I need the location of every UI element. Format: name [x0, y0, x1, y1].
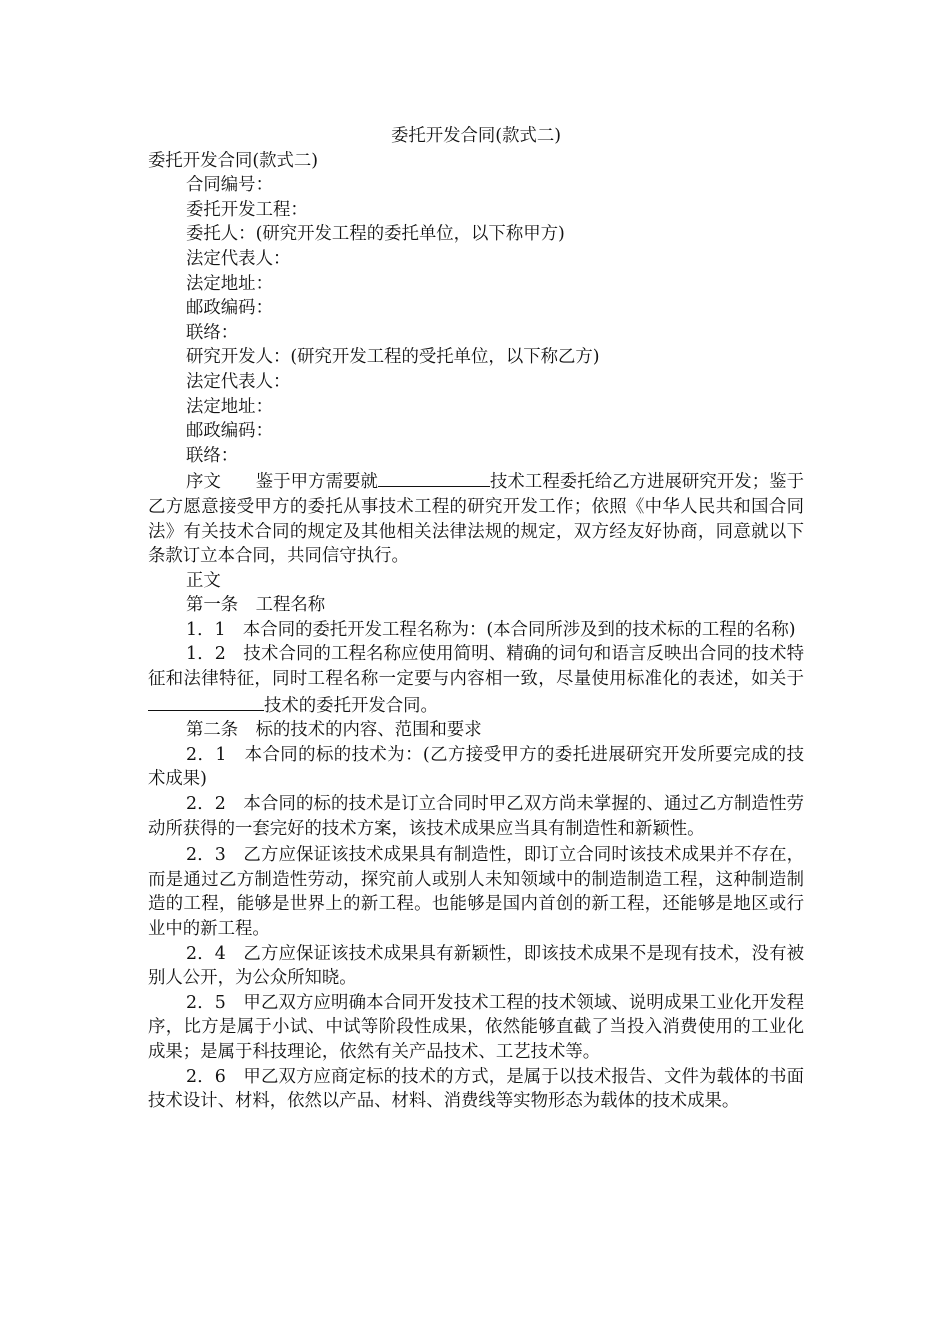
clause-1-2: [148, 642, 804, 718]
preamble-paragraph: [148, 468, 804, 568]
blank-line: [148, 692, 264, 711]
article-2-heading: 第二条 标的技术的内容、范围和要求: [186, 720, 482, 741]
body-label: 正文: [186, 570, 221, 591]
preamble-text-end: 技术工程委托给乙方进展研究开发；鉴于乙方愿意接受甲方的委托从事技术工程的研究开发工作；依照《中华人民共和国合同法》有关技术合同的规定及其他相关法律法规的规定，双方经友好协商，同意就以下条款订立本合同，共同信守执行。: [148, 472, 804, 567]
field-developer-contact: 联络：: [186, 445, 239, 466]
field-client-contact: 联络：: [186, 322, 239, 343]
document-body: [148, 124, 804, 1114]
field-client-postcode: 邮政编码：: [186, 298, 273, 319]
page-title: 委托开发合同(款式二): [390, 126, 562, 146]
field-client-address: 法定地址：: [186, 273, 273, 294]
field-developer-representative: 法定代表人：: [186, 371, 291, 392]
clause-1-2-text-start: 1．2 技术合同的工程名称应使用简明、精确的词句和语言反映出合同的技术特征和法律特征，同时工程名称一定要与内容相一致，尽量使用标准化的表述，如关于: [148, 644, 804, 690]
clause-2-6: 2．6 甲乙双方应商定标的技术的方式，是属于以技术报告、文件为载体的书面技术设计、材料，依然以产品、材料、消费线等实物形态为载体的技术成果。: [148, 1066, 804, 1112]
clause-2-1: 2．1 本合同的标的技术为：(乙方接受甲方的委托进展研究开发所要完成的技术成果): [148, 744, 804, 790]
clause-2-4: 2．4 乙方应保证该技术成果具有新颖性，即该技术成果不是现有技术，没有被别人公开，为公众所知晓。: [148, 943, 804, 989]
field-contract-number: 合同编号：: [186, 175, 273, 196]
article-1-heading: 第一条 工程名称: [186, 595, 326, 616]
field-client-representative: 法定代表人：: [186, 248, 291, 269]
document-subtitle: 委托开发合同(款式二): [148, 150, 319, 171]
clause-2-3: 2．3 乙方应保证该技术成果具有制造性，即订立合同时该技术成果并不存在，而是通过乙方制造性劳动，探究前人或别人未知领域中的制造制造工程，这种制造制造的工程，能够是世界上的新工程。也能够是国内首创的新工程，还能够是地区或行业中的新工程。: [148, 845, 804, 939]
field-developer-postcode: 邮政编码：: [186, 421, 273, 442]
blank-line: [378, 468, 490, 487]
field-project: 委托开发工程：: [186, 199, 308, 220]
field-developer-address: 法定地址：: [186, 396, 273, 417]
clause-1-2-text-end: 技术的委托开发合同。: [264, 695, 438, 716]
clause-1-1: 1．1 本合同的委托开发工程名称为：(本合同所涉及到的技术标的工程的名称): [186, 619, 796, 640]
clause-2-5: 2．5 甲乙双方应明确本合同开发技术工程的技术领域、说明成果工业化开发程序，比方是属于小试、中试等阶段性成果，依然能够直截了当投入消费使用的工业化成果；是属于科技理论，依然有关产品技术、工艺技术等。: [148, 992, 804, 1062]
preamble-text-start: 序文 鉴于甲方需要就: [186, 472, 378, 493]
field-developer: 研究开发人：(研究开发工程的受托单位，以下称乙方): [186, 347, 600, 368]
field-client: 委托人：(研究开发工程的委托单位，以下称甲方): [186, 224, 565, 245]
clause-2-2: 2．2 本合同的标的技术是订立合同时甲乙双方尚未掌握的、通过乙方制造性劳动所获得的一套完好的技术方案，该技术成果应当具有制造性和新颖性。: [148, 794, 804, 839]
